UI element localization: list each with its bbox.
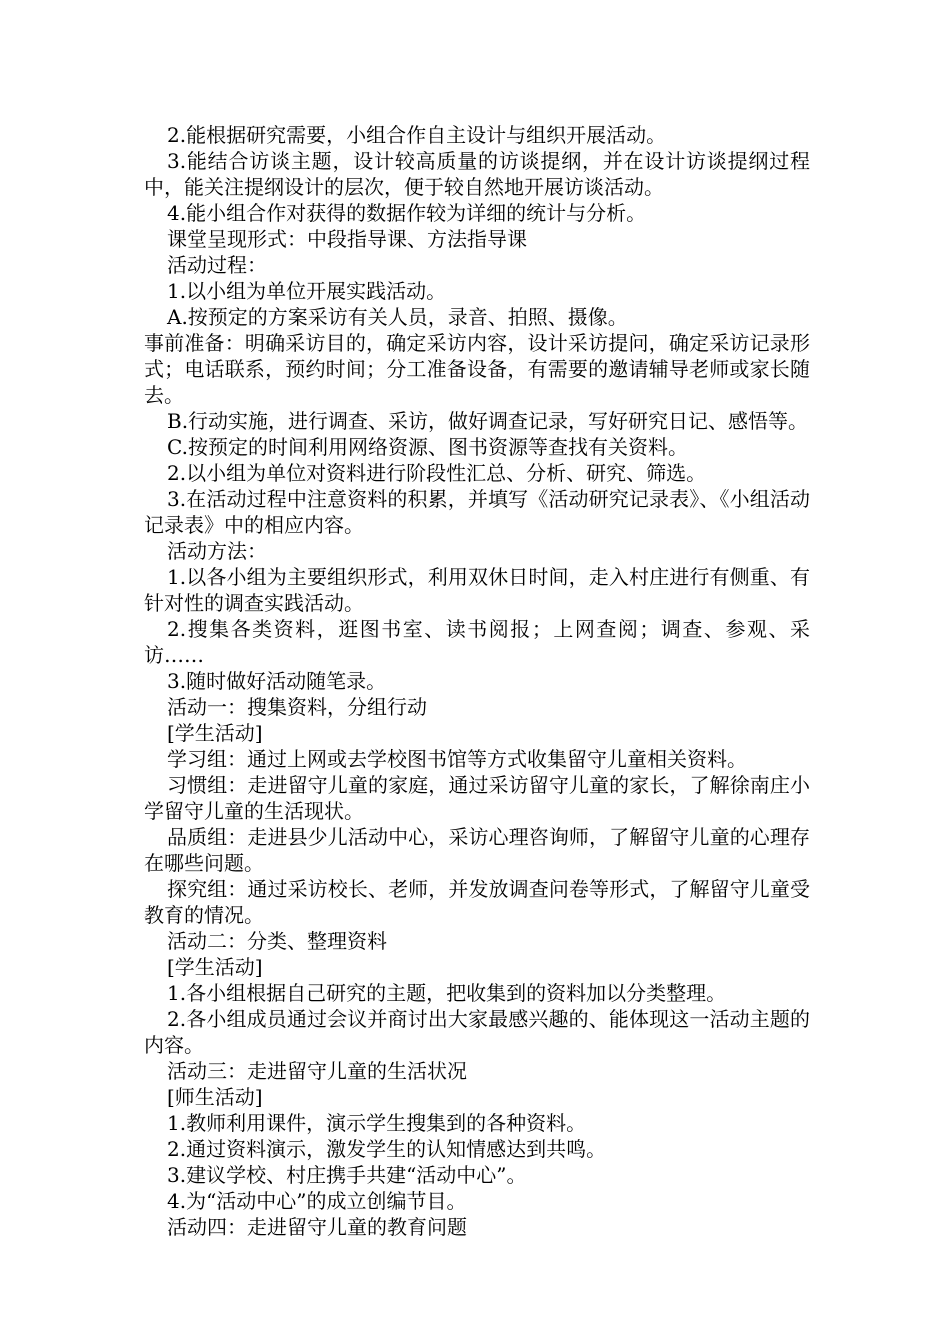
document-page (144, 122, 810, 1240)
paragraph: 3.能结合访谈主题，设计较高质量的访谈提纲，并在设计访谈提纲过程中，能关注提纲设计的层次，便于较自然地开展访谈活动。 (144, 149, 810, 199)
paragraph: 1.各小组根据自己研究的主题，把收集到的资料加以分类整理。 (167, 981, 727, 1005)
paragraph: 学习组：通过上网或去学校图书馆等方式收集留守儿童相关资料。 (167, 747, 747, 771)
paragraph: 活动方法： (167, 539, 267, 563)
paragraph: 课堂呈现形式：中段指导课、方法指导课 (167, 227, 527, 251)
paragraph: [师生活动] (167, 1085, 263, 1109)
paragraph: 2.搜集各类资料，逛图书室、读书阅报；上网查阅；调查、参观、采访…… (144, 617, 810, 667)
paragraph: 习惯组：走进留守儿童的家庭，通过采访留守儿童的家长，了解徐南庄小学留守儿童的生活现状。 (144, 773, 810, 823)
paragraph: 2.通过资料演示，激发学生的认知情感达到共鸣。 (167, 1137, 607, 1161)
paragraph: [学生活动] (167, 955, 263, 979)
paragraph: 活动过程： (167, 253, 267, 277)
paragraph: 活动二：分类、整理资料 (167, 929, 387, 953)
paragraph: B.行动实施，进行调查、采访，做好调查记录，写好研究日记、感悟等。 (167, 409, 809, 433)
paragraph: 活动三：走进留守儿童的生活状况 (167, 1059, 467, 1083)
paragraph: 活动四：走进留守儿童的教育问题 (167, 1215, 467, 1239)
paragraph: 活动一：搜集资料，分组行动 (167, 695, 427, 719)
paragraph: 3.建议学校、村庄携手共建“活动中心”。 (167, 1163, 527, 1187)
paragraph: 2.各小组成员通过会议并商讨出大家最感兴趣的、能体现这一活动主题的内容。 (144, 1007, 810, 1057)
paragraph: 品质组：走进县少儿活动中心，采访心理咨询师，了解留守儿童的心理存在哪些问题。 (144, 825, 810, 875)
paragraph: 1.以各小组为主要组织形式，利用双休日时间，走入村庄进行有侧重、有针对性的调查实践活动。 (144, 565, 810, 615)
paragraph: 4.能小组合作对获得的数据作较为详细的统计与分析。 (167, 201, 647, 225)
paragraph: 2.以小组为单位对资料进行阶段性汇总、分析、研究、筛选。 (167, 461, 707, 485)
paragraph: 1.以小组为单位开展实践活动。 (167, 279, 447, 303)
paragraph: A.按预定的方案采访有关人员，录音、拍照、摄像。 (167, 305, 628, 329)
paragraph: 3.在活动过程中注意资料的积累，并填写《活动研究记录表》、《小组活动记录表》中的相应内容。 (144, 487, 810, 537)
paragraph: 1.教师利用课件，演示学生搜集到的各种资料。 (167, 1111, 587, 1135)
paragraph: 2.能根据研究需要，小组合作自主设计与组织开展活动。 (167, 123, 667, 147)
paragraph: [学生活动] (167, 721, 263, 745)
paragraph: 探究组：通过采访校长、老师，并发放调查问卷等形式，了解留守儿童受教育的情况。 (144, 877, 810, 927)
paragraph: 4.为“活动中心”的成立创编节目。 (167, 1189, 467, 1213)
paragraph: 3.随时做好活动随笔录。 (167, 669, 387, 693)
paragraph: 事前准备：明确采访目的，确定采访内容，设计采访提问，确定采访记录形式；电话联系，预约时间；分工准备设备，有需要的邀请辅导老师或家长随去。 (144, 331, 810, 407)
paragraph: C.按预定的时间利用网络资源、图书资源等查找有关资料。 (167, 435, 688, 459)
